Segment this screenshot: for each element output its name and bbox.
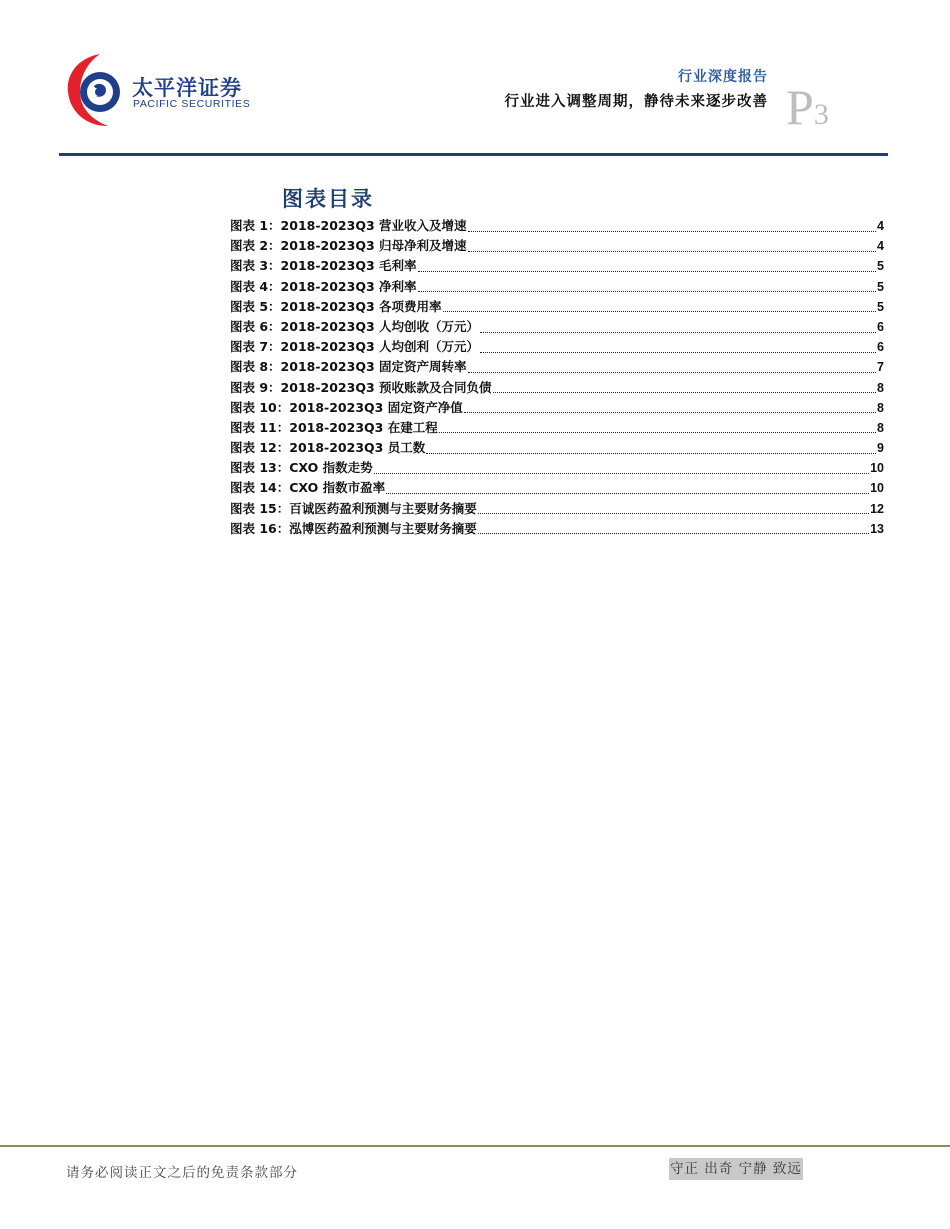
toc-item-label: 图表 7：2018-2023Q3 人均创利（万元）: [230, 339, 479, 355]
footer-slogan: 守正 出奇 宁静 致远: [669, 1158, 803, 1180]
toc-dot-leader: [468, 231, 877, 232]
toc-dot-leader: [464, 412, 876, 413]
toc-dot-leader: [426, 453, 876, 454]
toc-item-page: 5: [877, 299, 884, 314]
toc-item[interactable]: [230, 337, 884, 357]
toc-dot-leader: [468, 372, 877, 373]
toc-item-label: 图表 15：百诚医药盈利预测与主要财务摘要: [230, 500, 477, 516]
toc-item[interactable]: [230, 317, 884, 337]
toc-item-page: 5: [877, 259, 884, 274]
toc-dot-leader: [374, 473, 870, 474]
toc-item-page: 8: [877, 380, 884, 395]
page-letter: P: [786, 79, 814, 135]
toc-item[interactable]: [230, 398, 884, 418]
toc-item-page: 8: [877, 400, 884, 415]
toc-heading: 图表目录: [282, 186, 374, 211]
toc-item[interactable]: [230, 378, 884, 398]
footer-divider: [0, 1145, 950, 1147]
header-divider: [59, 153, 888, 156]
toc-item-label: 图表 9：2018-2023Q3 预收账款及合同负债: [230, 379, 492, 395]
toc-item-label: 图表 13：CXO 指数走势: [230, 460, 373, 476]
toc-dot-leader: [480, 332, 876, 333]
toc-dot-leader: [418, 271, 877, 272]
page-number: [786, 78, 829, 136]
toc-dot-leader: [439, 432, 876, 433]
toc-item-page: 12: [870, 501, 884, 516]
toc-item-page: 10: [870, 481, 884, 496]
toc-item-label: 图表 8：2018-2023Q3 固定资产周转率: [230, 359, 467, 375]
toc-item-page: 13: [870, 521, 884, 536]
toc-item-label: 图表 6：2018-2023Q3 人均创收（万元）: [230, 318, 479, 334]
toc-item[interactable]: [230, 438, 884, 458]
company-name-cn: 太平洋证券: [132, 76, 242, 100]
toc-item-label: 图表 11：2018-2023Q3 在建工程: [230, 419, 438, 435]
toc-item-page: 10: [870, 461, 884, 476]
toc-item[interactable]: [230, 216, 884, 236]
toc-item-page: 6: [877, 340, 884, 355]
pacific-securities-logo-icon: [66, 52, 130, 128]
toc-item-label: 图表 4：2018-2023Q3 净利率: [230, 278, 417, 294]
toc-dot-leader: [478, 513, 869, 514]
toc-item[interactable]: [230, 499, 884, 519]
toc-item[interactable]: [230, 418, 884, 438]
toc-dot-leader: [468, 251, 877, 252]
toc-item-page: 6: [877, 319, 884, 334]
company-logo: [66, 52, 256, 128]
toc-dot-leader: [478, 533, 869, 534]
toc-item-label: 图表 14：CXO 指数市盈率: [230, 480, 386, 496]
toc-item-label: 图表 12：2018-2023Q3 员工数: [230, 440, 426, 456]
toc-item-label: 图表 3：2018-2023Q3 毛利率: [230, 258, 417, 274]
page-digit: 3: [813, 98, 829, 131]
report-type: 行业深度报告: [678, 69, 768, 85]
toc-dot-leader: [443, 311, 877, 312]
toc-item[interactable]: [230, 256, 884, 276]
toc-item-label: 图表 5：2018-2023Q3 各项费用率: [230, 298, 442, 314]
toc-item[interactable]: [230, 478, 884, 498]
toc-item[interactable]: [230, 458, 884, 478]
toc-item-page: 4: [877, 219, 884, 233]
toc-dot-leader: [386, 493, 869, 494]
toc-item[interactable]: [230, 357, 884, 377]
toc-dot-leader: [480, 352, 876, 353]
footer-disclaimer: 请务必阅读正文之后的免责条款部分: [66, 1165, 298, 1181]
toc-item-label: 图表 2：2018-2023Q3 归母净利及增速: [230, 238, 467, 254]
toc-item-page: 5: [877, 279, 884, 294]
toc-item-page: 8: [877, 420, 884, 435]
toc-item-label: 图表 1：2018-2023Q3 营业收入及增速: [230, 218, 467, 233]
toc-item-label: 图表 10：2018-2023Q3 固定资产净值: [230, 399, 463, 415]
toc-item-label: 图表 16：泓博医药盈利预测与主要财务摘要: [230, 520, 477, 536]
toc-item[interactable]: [230, 236, 884, 256]
toc-item-page: 7: [877, 360, 884, 375]
report-title: 行业进入调整周期，静待未来逐步改善: [504, 94, 768, 110]
toc-list: [230, 216, 884, 539]
toc-item[interactable]: [230, 519, 884, 539]
toc-item[interactable]: [230, 277, 884, 297]
company-name-en: PACIFIC SECURITIES: [133, 98, 251, 110]
toc-item-page: 9: [877, 441, 884, 456]
toc-dot-leader: [418, 291, 877, 292]
toc-dot-leader: [493, 392, 877, 393]
toc-item-page: 4: [877, 239, 884, 254]
toc-item[interactable]: [230, 297, 884, 317]
